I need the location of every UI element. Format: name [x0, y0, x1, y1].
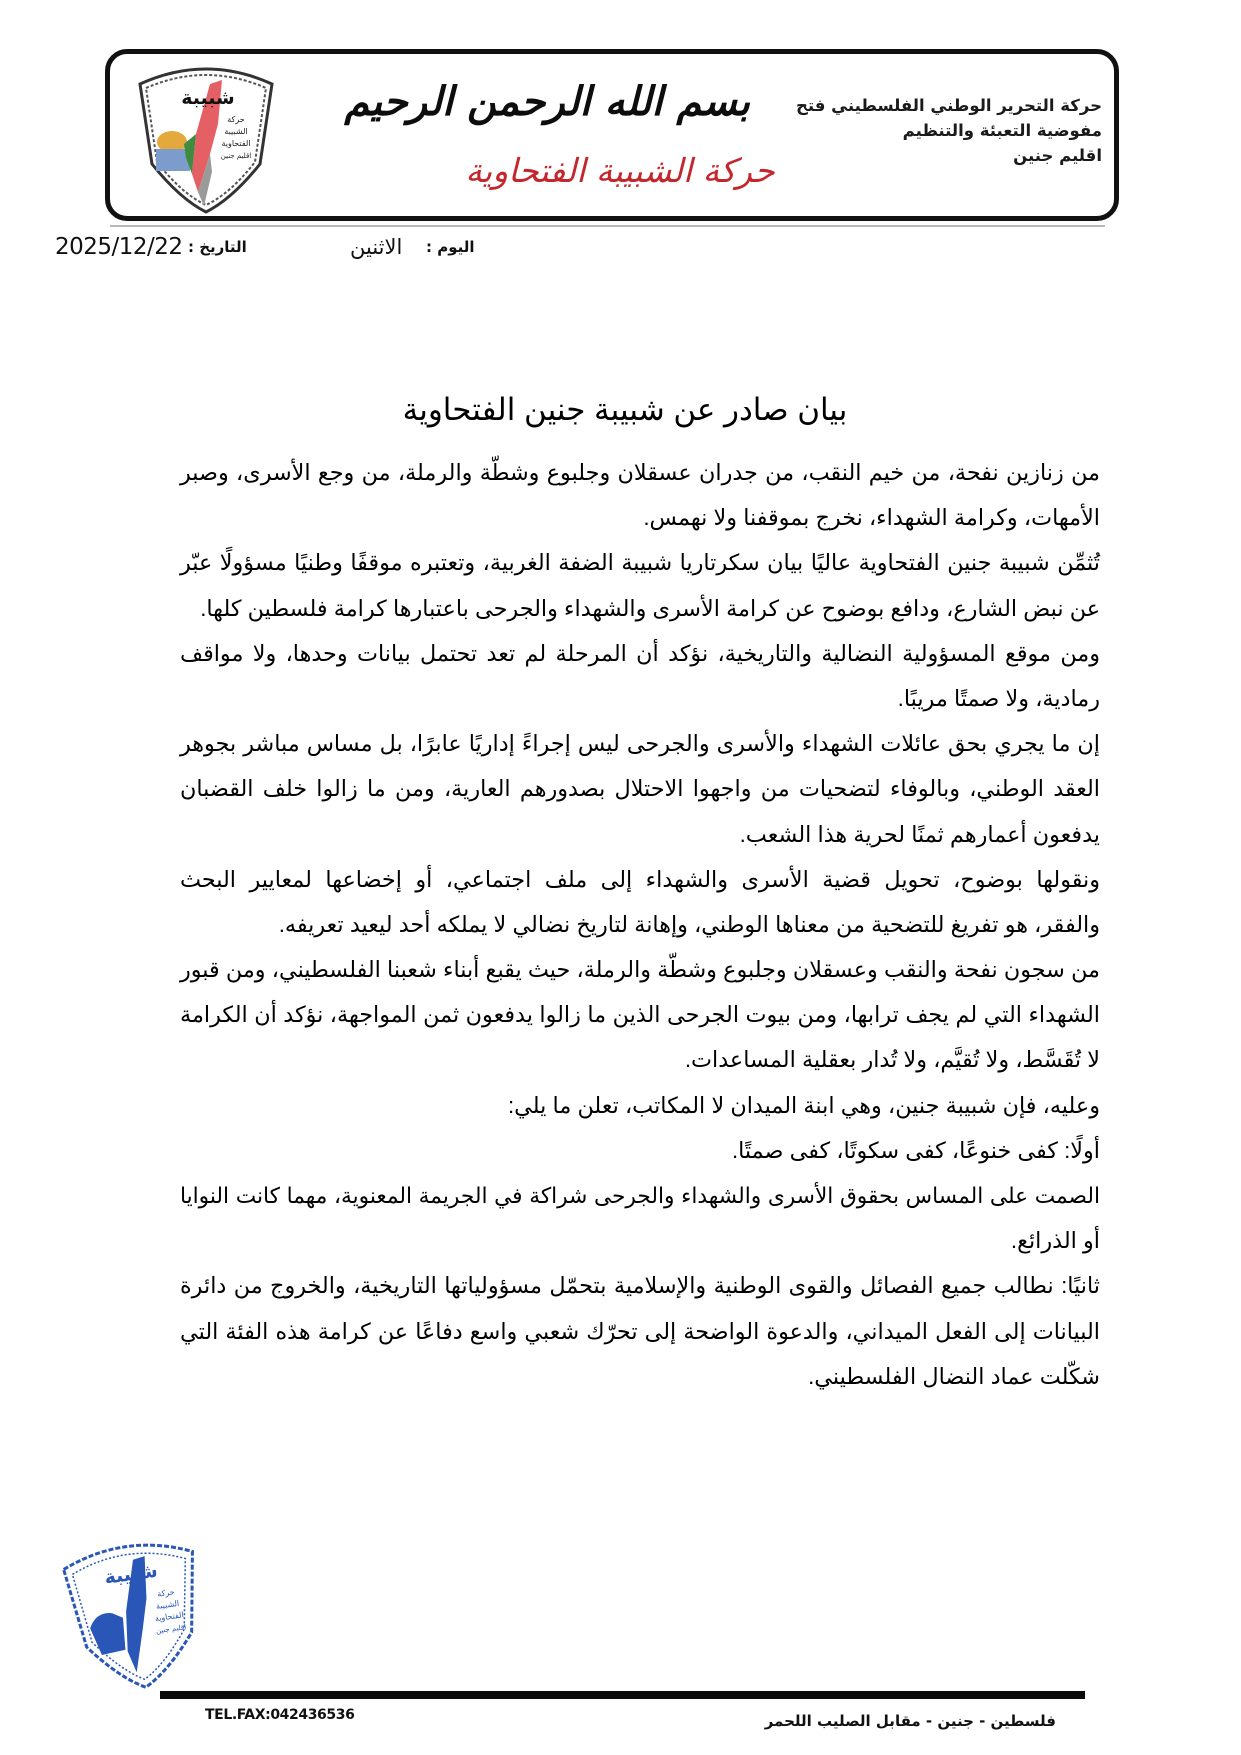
stamp-dome — [88, 1611, 127, 1656]
logo-title: شبيبة — [181, 87, 235, 109]
svg-text:حركة: حركة — [156, 1587, 176, 1599]
date-label: التاريخ : — [188, 238, 247, 256]
body-line: تُثمِّن شبيبة جنين الفتحاوية عاليًا بيان سكرتاريا شبيبة الضفة الغربية، وتعتبره موقفًا وطنيًا مسؤولًا عبّر — [180, 550, 1100, 576]
svg-text:اقليم جنين: اقليم جنين — [220, 152, 252, 160]
bismillah-calligraphy: بسم الله الرحمن الرحيم — [344, 78, 750, 125]
day-value: الاثنين — [350, 235, 403, 259]
statement-title: بيان صادر عن شبيبة جنين الفتحاوية — [402, 392, 848, 427]
body-line: الصمت على المساس بحقوق الأسرى والشهداء والجرحى شراكة في الجريمة المعنوية، مهما كانت النوايا — [180, 1183, 1100, 1208]
shabiba-logo-icon — [132, 54, 280, 214]
body-line: وعليه، فإن شبيبة جنين، وهي ابنة الميدان لا المكاتب، تعلن ما يلي: — [507, 1092, 1100, 1118]
movement-name-calligraphy: حركة الشبيبة الفتحاوية — [465, 151, 775, 190]
footer-bar — [160, 1691, 1085, 1699]
org-line-fatah: حركة التحرير الوطني الفلسطيني فتح — [795, 96, 1102, 115]
body-line: الشهداء التي لم يجف ترابها، ومن بيوت الجرحى الذين ما زالوا يدفعون ثمن المواجهة، نؤكد أن الكرامة — [180, 1002, 1100, 1028]
body-line: يدفعون أعمارهم ثمنًا لحرية هذا الشعب. — [739, 821, 1100, 847]
body-line: عن نبض الشارع، ودافع بوضوح عن كرامة الأسرى والشهداء والجرحى باعتبارها كرامة فلسطين كلها. — [200, 595, 1100, 621]
body-line: العقد الوطني، وبالوفاء لتضحيات من واجهوا الاحتلال بصدورهم العارية، ومن ما زالوا خلف القضبان — [180, 776, 1100, 802]
svg-text:اقليم جنين: اقليم جنين — [155, 1623, 187, 1636]
body-line: إن ما يجري بحق عائلات الشهداء والأسرى والجرحى ليس إجراءً إداريًا عابرًا، بل مساس مباشر بجوهر — [180, 731, 1100, 757]
svg-text:الشبيبة: الشبيبة — [155, 1598, 180, 1611]
body-line: من زنازين نفحة، من خيم النقب، من جدران عسقلان وجلبوع وشطّة والرملة، من وجع الأسرى، وصبر — [180, 460, 1100, 485]
svg-text:الفتحاوية: الفتحاوية — [221, 139, 251, 148]
body-line: ثانيًا: نطالب جميع الفصائل والقوى الوطنية والإسلامية بتحمّل مسؤولياتها التاريخية، والخروج من دائرة — [180, 1273, 1100, 1299]
body-line: والفقر، هو تفريغ للتضحية من معناها الوطني، وإهانة لتاريخ نضالي لا يملكه أحد ليعيد تعريفه. — [278, 911, 1100, 937]
footer-tel-fax: TEL.FAX:042436536 — [205, 1707, 355, 1723]
body-line: لا تُقَسَّط، ولا تُقيَّم، ولا تُدار بعقلية المساعدات. — [684, 1047, 1100, 1073]
svg-text:حركة: حركة — [227, 115, 245, 124]
stamp-title: شبيبة — [102, 1559, 159, 1589]
shabiba-stamp-icon — [50, 1520, 221, 1699]
org-line-commission: مفوضية التعبئة والتنظيم — [902, 121, 1102, 140]
mosque-icon — [156, 149, 190, 171]
date-value: 2025/12/22 — [55, 234, 183, 260]
svg-text:الشبيبة: الشبيبة — [224, 127, 248, 136]
body-line: البيانات إلى الفعل الميداني، والدعوة الواضحة إلى تحرّك شعبي واسع دفاعًا عن كرامة هذه الفئة التي — [180, 1318, 1100, 1344]
svg-text:الفتحاوية: الفتحاوية — [154, 1610, 185, 1624]
body-line: أو الذرائع. — [1010, 1228, 1100, 1254]
footer-address: فلسطين - جنين - مقابل الصليب اللحمر — [764, 1712, 1056, 1730]
body-line: ومن موقع المسؤولية النضالية والتاريخية، نؤكد أن المرحلة لم تعد تحتمل بيانات وحدها، ولا مواقف — [180, 640, 1100, 666]
body-line: أولًا: كفى خنوعًا، كفى سكوتًا، كفى صمتًا. — [731, 1137, 1100, 1163]
body-line: من سجون نفحة والنقب وعسقلان وجلبوع وشطّة والرملة، حيث يقبع أبناء شعبنا الفلسطيني، ومن قبور — [180, 957, 1100, 983]
statement-body — [180, 450, 1100, 1399]
org-line-region: اقليم جنين — [1013, 146, 1102, 165]
body-line: ونقولها بوضوح، تحويل قضية الأسرى والشهداء إلى ملف اجتماعي، أو إخضاعها لمعايير البحث — [180, 866, 1100, 892]
organization-block — [796, 93, 1102, 168]
day-label: اليوم : — [426, 238, 475, 256]
body-line: الأمهات، وكرامة الشهداء، نخرج بموقفنا ولا نهمس. — [643, 505, 1100, 531]
body-line: رمادية، ولا صمتًا مريبًا. — [897, 685, 1100, 711]
body-line: شكّلت عماد النضال الفلسطيني. — [808, 1363, 1100, 1389]
header-divider — [110, 225, 1105, 227]
